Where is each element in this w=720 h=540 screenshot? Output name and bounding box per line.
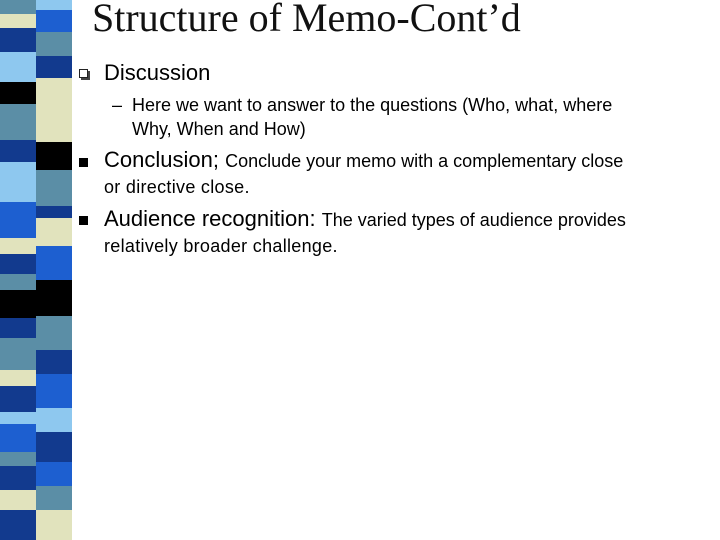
sub-bullet-dash: – (112, 95, 123, 115)
hollow-square-bullet-icon (79, 69, 88, 78)
bullet-conclusion-body: Conclude your memo with a complementary close (225, 151, 624, 171)
bullet-audience-head: Audience recognition: (104, 206, 322, 231)
bullet-conclusion (104, 147, 623, 174)
sub-bullet-line-2: Why, When and How) (132, 119, 306, 139)
bullet-conclusion-head: Conclusion; (104, 147, 226, 172)
slide-title: Structure of Memo-Cont’d (92, 0, 521, 40)
stripe-right-column (36, 0, 72, 540)
bullet-audience-continuation: relatively broader challenge. (104, 236, 338, 256)
decorative-stripe (0, 0, 72, 540)
sub-bullet-line-1: Here we want to answer to the questions (Who, what, where (132, 95, 613, 115)
solid-square-bullet-icon (79, 216, 88, 225)
bullet-audience-body: The varied types of audience provides (321, 210, 626, 230)
stripe-left-column (0, 0, 36, 540)
bullet-conclusion-continuation: or directive close. (104, 177, 250, 197)
bullet-audience (104, 206, 626, 233)
bullet-discussion-label: Discussion (104, 60, 211, 85)
solid-square-bullet-icon (79, 158, 88, 167)
